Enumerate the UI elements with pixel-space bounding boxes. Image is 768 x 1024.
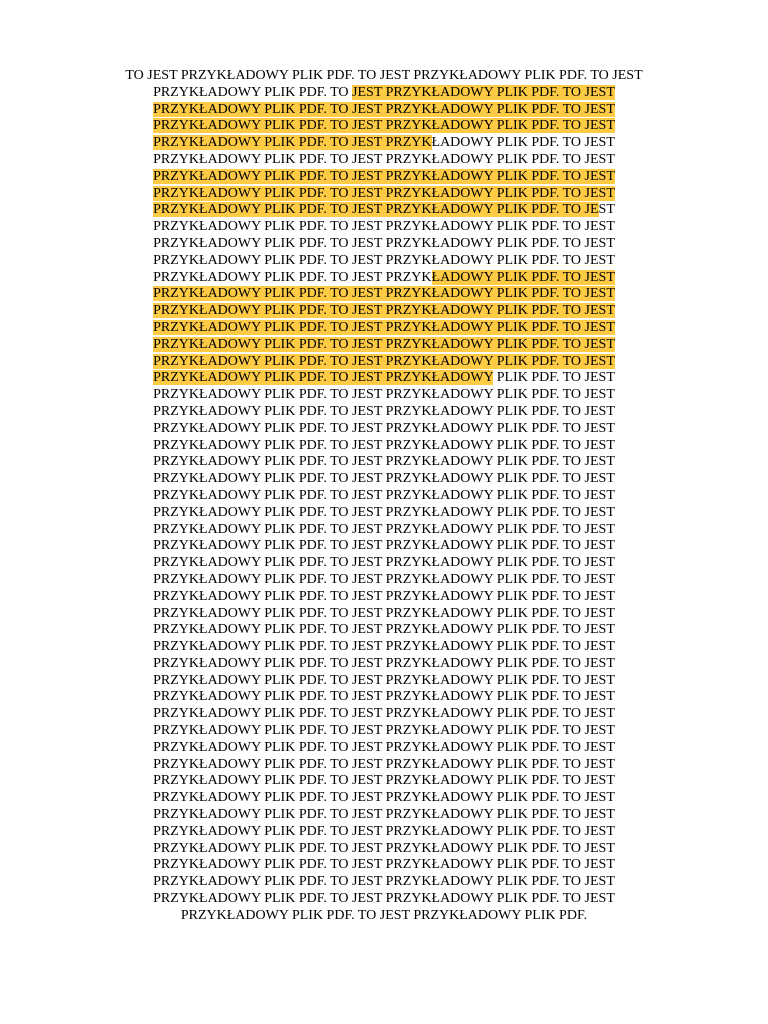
highlighted-text: PRZYKŁADOWY PLIK PDF. TO JEST PRZYKŁADOWY PLIK PDF. TO JEST xyxy=(153,286,615,302)
text-segment: TO JEST PRZYKŁADOWY PLIK PDF. TO JEST PRZYKŁADOWY PLIK PDF. TO JEST xyxy=(125,68,643,83)
text-line xyxy=(0,387,768,404)
highlighted-text: PRZYKŁADOWY PLIK PDF. TO JEST PRZYK xyxy=(153,135,432,151)
text-line xyxy=(0,841,768,858)
text-line xyxy=(0,102,768,119)
text-line xyxy=(0,135,768,152)
text-line xyxy=(0,723,768,740)
text-segment: PRZYKŁADOWY PLIK PDF. TO JEST PRZYKŁADOWY PLIK PDF. TO JEST xyxy=(153,420,615,436)
text-segment: PRZYKŁADOWY PLIK PDF. TO JEST PRZYKŁADOWY PLIK PDF. TO JEST xyxy=(153,622,615,638)
text-segment: PRZYKŁADOWY PLIK PDF. TO JEST PRZYKŁADOWY PLIK PDF. TO JEST xyxy=(153,471,615,487)
text-line xyxy=(0,706,768,723)
text-segment: PRZYKŁADOWY PLIK PDF. TO JEST PRZYKŁADOWY PLIK PDF. TO JEST xyxy=(153,555,615,571)
text-segment: ŁADOWY PLIK PDF. TO JEST xyxy=(431,135,615,151)
highlighted-text: PRZYKŁADOWY PLIK PDF. TO JEST PRZYKŁADOWY PLIK PDF. TO JEST xyxy=(153,319,615,335)
text-line xyxy=(0,337,768,354)
text-segment: PRZYKŁADOWY PLIK PDF. TO JEST PRZYKŁADOWY PLIK PDF. xyxy=(180,907,588,923)
highlighted-text: JEST PRZYKŁADOWY PLIK PDF. TO JEST xyxy=(352,84,615,100)
text-line xyxy=(0,118,768,135)
text-line xyxy=(0,219,768,236)
text-segment: PRZYKŁADOWY PLIK PDF. TO JEST PRZYKŁADOWY PLIK PDF. TO JEST xyxy=(153,235,615,251)
text-segment: PRZYKŁADOWY PLIK PDF. TO JEST PRZYKŁADOWY PLIK PDF. TO JEST xyxy=(153,723,615,739)
text-line xyxy=(0,303,768,320)
text-segment: PRZYKŁADOWY PLIK PDF. TO JEST PRZYKŁADOWY PLIK PDF. TO JEST xyxy=(153,773,615,789)
text-line xyxy=(0,639,768,656)
highlighted-text: PRZYKŁADOWY PLIK PDF. TO JEST PRZYKŁADOWY PLIK PDF. TO JEST xyxy=(153,336,615,352)
document-body xyxy=(0,68,768,925)
text-segment: ST xyxy=(598,202,615,218)
text-line xyxy=(0,740,768,757)
text-line xyxy=(0,85,768,102)
text-line xyxy=(0,320,768,337)
text-line xyxy=(0,757,768,774)
text-line xyxy=(0,538,768,555)
highlighted-text: ŁADOWY PLIK PDF. TO JEST xyxy=(431,269,615,285)
highlighted-text: PRZYKŁADOWY PLIK PDF. TO JEST PRZYKŁADOWY PLIK PDF. TO JEST xyxy=(153,185,615,201)
text-line xyxy=(0,354,768,371)
text-segment: PRZYKŁADOWY PLIK PDF. TO JEST PRZYKŁADOWY PLIK PDF. TO JEST xyxy=(153,252,615,268)
text-segment: PRZYKŁADOWY PLIK PDF. TO JEST PRZYKŁADOWY PLIK PDF. TO JEST xyxy=(153,739,615,755)
text-line xyxy=(0,438,768,455)
text-line xyxy=(0,286,768,303)
text-line xyxy=(0,186,768,203)
text-segment: PRZYKŁADOWY PLIK PDF. TO JEST PRZYKŁADOWY PLIK PDF. TO JEST xyxy=(153,857,615,873)
text-line xyxy=(0,169,768,186)
text-segment: PRZYKŁADOWY PLIK PDF. TO JEST PRZYKŁADOWY PLIK PDF. TO JEST xyxy=(153,403,615,419)
text-line xyxy=(0,857,768,874)
text-line xyxy=(0,555,768,572)
text-segment: PRZYKŁADOWY PLIK PDF. TO JEST PRZYKŁADOWY PLIK PDF. TO JEST xyxy=(153,538,615,554)
highlighted-text: PRZYKŁADOWY PLIK PDF. TO JEST PRZYKŁADOWY PLIK PDF. TO JEST xyxy=(153,118,615,134)
text-line xyxy=(0,673,768,690)
text-segment: PLIK PDF. TO JEST xyxy=(493,370,615,386)
text-line xyxy=(0,68,768,85)
text-line xyxy=(0,773,768,790)
text-line xyxy=(0,589,768,606)
text-segment: PRZYKŁADOWY PLIK PDF. TO JEST PRZYKŁADOWY PLIK PDF. TO JEST xyxy=(153,605,615,621)
text-segment: PRZYKŁADOWY PLIK PDF. TO JEST PRZYKŁADOWY PLIK PDF. TO JEST xyxy=(153,807,615,823)
text-line xyxy=(0,908,768,925)
text-segment: PRZYKŁADOWY PLIK PDF. TO JEST PRZYKŁADOWY PLIK PDF. TO JEST xyxy=(153,571,615,587)
text-line xyxy=(0,370,768,387)
highlighted-text: PRZYKŁADOWY PLIK PDF. TO JEST PRZYKŁADOWY xyxy=(153,370,494,386)
text-line xyxy=(0,202,768,219)
highlighted-text: PRZYKŁADOWY PLIK PDF. TO JEST PRZYKŁADOWY PLIK PDF. TO JE xyxy=(153,202,599,218)
highlighted-text: PRZYKŁADOWY PLIK PDF. TO JEST PRZYKŁADOWY PLIK PDF. TO JEST xyxy=(153,353,615,369)
text-line xyxy=(0,689,768,706)
text-segment: PRZYKŁADOWY PLIK PDF. TO JEST PRZYKŁADOWY PLIK PDF. TO JEST xyxy=(153,521,615,537)
text-line xyxy=(0,572,768,589)
text-segment: PRZYKŁADOWY PLIK PDF. TO JEST PRZYK xyxy=(153,269,432,285)
text-segment: PRZYKŁADOWY PLIK PDF. TO JEST PRZYKŁADOWY PLIK PDF. TO JEST xyxy=(153,151,615,167)
text-line xyxy=(0,807,768,824)
text-segment: PRZYKŁADOWY PLIK PDF. TO JEST PRZYKŁADOWY PLIK PDF. TO JEST xyxy=(153,756,615,772)
text-line xyxy=(0,471,768,488)
text-line xyxy=(0,656,768,673)
text-line xyxy=(0,622,768,639)
text-segment: PRZYKŁADOWY PLIK PDF. TO JEST PRZYKŁADOWY PLIK PDF. TO JEST xyxy=(153,504,615,520)
text-segment: PRZYKŁADOWY PLIK PDF. TO JEST PRZYKŁADOWY PLIK PDF. TO JEST xyxy=(153,790,615,806)
text-segment: PRZYKŁADOWY PLIK PDF. TO JEST PRZYKŁADOWY PLIK PDF. TO JEST xyxy=(153,487,615,503)
text-segment: PRZYKŁADOWY PLIK PDF. TO JEST PRZYKŁADOWY PLIK PDF. TO JEST xyxy=(153,891,615,907)
text-segment: PRZYKŁADOWY PLIK PDF. TO JEST PRZYKŁADOWY PLIK PDF. TO JEST xyxy=(153,706,615,722)
text-segment: PRZYKŁADOWY PLIK PDF. TO JEST PRZYKŁADOWY PLIK PDF. TO JEST xyxy=(153,639,615,655)
text-segment: PRZYKŁADOWY PLIK PDF. TO JEST PRZYKŁADOWY PLIK PDF. TO JEST xyxy=(153,655,615,671)
text-line xyxy=(0,421,768,438)
text-line xyxy=(0,522,768,539)
text-line xyxy=(0,606,768,623)
text-line xyxy=(0,874,768,891)
text-line xyxy=(0,236,768,253)
text-line xyxy=(0,505,768,522)
text-segment: PRZYKŁADOWY PLIK PDF. TO JEST PRZYKŁADOWY PLIK PDF. TO JEST xyxy=(153,454,615,470)
text-segment: PRZYKŁADOWY PLIK PDF. TO JEST PRZYKŁADOWY PLIK PDF. TO JEST xyxy=(153,219,615,235)
text-line xyxy=(0,790,768,807)
text-segment: PRZYKŁADOWY PLIK PDF. TO JEST PRZYKŁADOWY PLIK PDF. TO JEST xyxy=(153,437,615,453)
text-segment: PRZYKŁADOWY PLIK PDF. TO JEST PRZYKŁADOWY PLIK PDF. TO JEST xyxy=(153,672,615,688)
highlighted-text: PRZYKŁADOWY PLIK PDF. TO JEST PRZYKŁADOWY PLIK PDF. TO JEST xyxy=(153,168,615,184)
text-segment: PRZYKŁADOWY PLIK PDF. TO JEST PRZYKŁADOWY PLIK PDF. TO JEST xyxy=(153,823,615,839)
text-line xyxy=(0,488,768,505)
text-segment: PRZYKŁADOWY PLIK PDF. TO JEST PRZYKŁADOWY PLIK PDF. TO JEST xyxy=(153,588,615,604)
text-segment: PRZYKŁADOWY PLIK PDF. TO xyxy=(153,84,353,100)
text-line xyxy=(0,152,768,169)
text-line xyxy=(0,253,768,270)
text-segment: PRZYKŁADOWY PLIK PDF. TO JEST PRZYKŁADOWY PLIK PDF. TO JEST xyxy=(153,874,615,890)
text-segment: PRZYKŁADOWY PLIK PDF. TO JEST PRZYKŁADOWY PLIK PDF. TO JEST xyxy=(153,840,615,856)
text-line xyxy=(0,891,768,908)
text-line xyxy=(0,404,768,421)
text-line xyxy=(0,824,768,841)
text-segment: PRZYKŁADOWY PLIK PDF. TO JEST PRZYKŁADOWY PLIK PDF. TO JEST xyxy=(153,689,615,705)
document-page xyxy=(0,68,768,925)
text-segment: PRZYKŁADOWY PLIK PDF. TO JEST PRZYKŁADOWY PLIK PDF. TO JEST xyxy=(153,387,615,403)
highlighted-text: PRZYKŁADOWY PLIK PDF. TO JEST PRZYKŁADOWY PLIK PDF. TO JEST xyxy=(153,101,615,117)
text-line xyxy=(0,270,768,287)
highlighted-text: PRZYKŁADOWY PLIK PDF. TO JEST PRZYKŁADOWY PLIK PDF. TO JEST xyxy=(153,303,615,319)
text-line xyxy=(0,454,768,471)
